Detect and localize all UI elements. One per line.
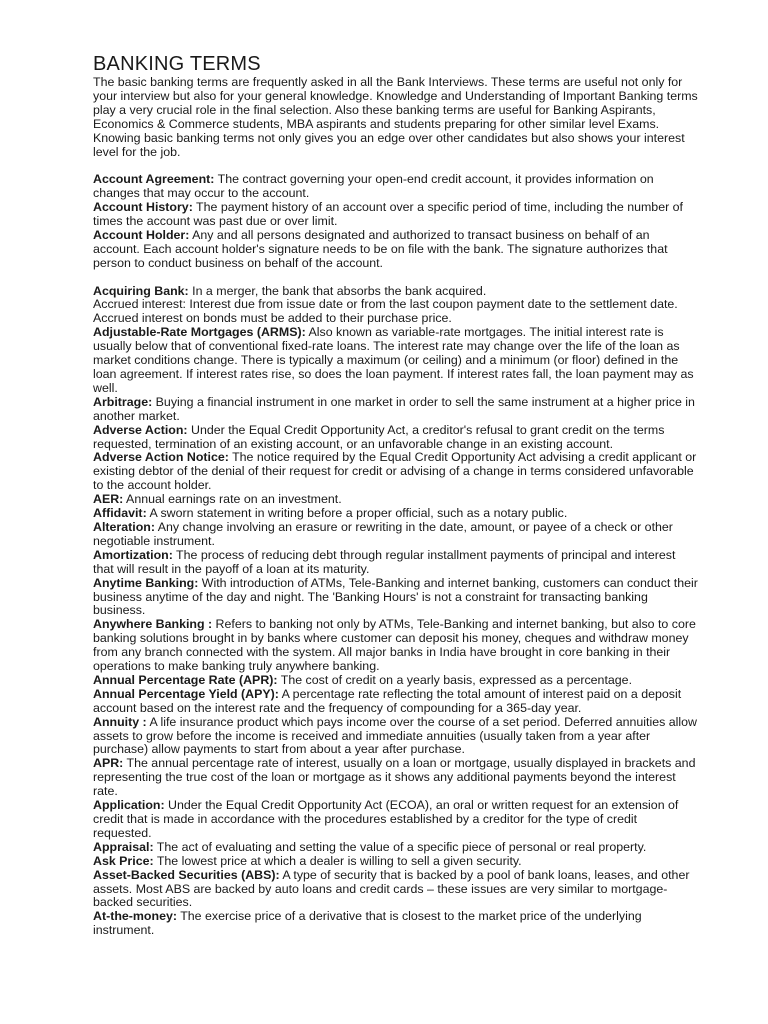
- term-definition: The act of evaluating and setting the value of a specific piece of personal or real property.: [153, 839, 647, 854]
- term-label: Acquiring Bank:: [93, 283, 189, 298]
- term-entry: [93, 326, 698, 396]
- term-label: Account Agreement:: [93, 172, 215, 187]
- term-definition: Any change involving an erasure or rewriting in the date, amount, or payee of a check or other negotiable instrument.: [93, 519, 673, 548]
- intro-section: [93, 76, 698, 159]
- term-label: Annuity :: [93, 714, 147, 729]
- term-entry: [93, 841, 698, 855]
- term-entry: [93, 757, 698, 799]
- term-definition: Refers to banking not only by ATMs, Tele-Banking and internet banking, but also to core banking solutions brought in by banks where customer can deposit his money, cheques and withdraw money from any branch connected with the system. All major banks in India have brought in core banking in their operations to make banking truly anywhere banking.: [93, 617, 696, 674]
- term-label: Adverse Action Notice:: [93, 450, 229, 465]
- term-label: At-the-money:: [93, 909, 177, 924]
- term-definition: The annual percentage rate of interest, usually on a loan or mortgage, usually displayed in brackets and representing the true cost of the loan or mortgage as it shows any additional payments beyond the interest rate.: [93, 756, 696, 799]
- term-label: Annual Percentage Yield (APY):: [93, 686, 279, 701]
- term-definition: Under the Equal Credit Opportunity Act (ECOA), an oral or written request for an extension of credit that is made in accordance with the procedures established by a creditor for the type of credit requested.: [93, 798, 679, 840]
- term-definition: The process of reducing debt through regular installment payments of principal and interest that will result in the payoff of a loan at its maturity.: [93, 547, 676, 576]
- term-label: Appraisal:: [93, 839, 154, 854]
- term-entry: [93, 799, 698, 841]
- page-title: BANKING TERMS: [93, 53, 261, 75]
- terms-group-2: [93, 285, 698, 939]
- term-entry: [93, 577, 698, 619]
- term-label: APR:: [93, 756, 124, 771]
- term-label: Account Holder:: [93, 227, 190, 242]
- term-definition: The exercise price of a derivative that is closest to the market price of the underlying instrument.: [93, 909, 642, 938]
- term-entry: [93, 507, 698, 521]
- term-entry: [93, 855, 698, 869]
- term-definition: Also known as variable-rate mortgages. The initial interest rate is usually below that of conventional fixed-rate loans. The interest rate may change over the life of the loan as market conditions change. There is typically a maximum (or ceiling) and a minimum (or floor) defined in the loan agreement. If interest rates rise, so does the loan payment. If interest rates fall, the loan payment may as well.: [93, 325, 694, 395]
- intro-paragraph: The basic banking terms are frequently asked in all the Bank Interviews. These terms are useful not only for your interview but also for your general knowledge. Knowledge and Understanding of Important Banking terms play a very crucial role in the final selection. Also these banking terms are useful for Banking Aspirants, Economics & Commerce students, MBA aspirants and students preparing for other similar level Exams.: [93, 75, 698, 131]
- term-definition: A sworn statement in writing before a proper official, such as a notary public.: [146, 506, 568, 521]
- term-entry: [93, 396, 698, 424]
- term-definition: Buying a financial instrument in one market in order to sell the same instrument at a higher price in another market.: [93, 394, 695, 423]
- term-label: Arbitrage:: [93, 394, 153, 409]
- term-entry: [93, 285, 698, 299]
- term-label: Affidavit:: [93, 506, 147, 521]
- term-definition: The notice required by the Equal Credit Opportunity Act advising a credit applicant or existing debtor of the denial of their request for credit or advising of a change in terms considered unfavorable to the account holder.: [93, 450, 697, 493]
- term-entry: [93, 201, 698, 229]
- term-label: Asset-Backed Securities (ABS):: [93, 867, 280, 882]
- term-label: Application:: [93, 798, 165, 813]
- term-definition: Any and all persons designated and authorized to transact business on behalf of an account. Each account holder's signature needs to be on file with the bank. The signature authorizes that person to conduct business on behalf of the account.: [93, 227, 668, 270]
- term-label: Adverse Action:: [93, 422, 188, 437]
- term-definition: A percentage rate reflecting the total amount of interest paid on a deposit account based on the interest rate and the frequency of compounding for a 365-day year.: [93, 686, 682, 715]
- term-entry: [93, 716, 698, 758]
- term-definition: A type of security that is backed by a pool of bank loans, leases, and other assets. Most ABS are backed by auto loans and credit cards – these issues are very similar to mortgage-backed securities.: [93, 867, 690, 910]
- term-label: Anytime Banking:: [93, 575, 199, 590]
- terms-group-1: [93, 173, 698, 270]
- term-definition: A life insurance product which pays income over the course of a set period. Deferred annuities allow assets to grow before the income is received and immediate annuities (usually taken from a year after purchase) allow payments to start from about a year after purchase.: [93, 714, 697, 757]
- term-entry: [93, 618, 698, 674]
- term-entry: [93, 910, 698, 938]
- term-entry: [93, 869, 698, 911]
- term-definition: The contract governing your open-end credit account, it provides information on changes that may occur to the account.: [93, 172, 654, 201]
- paragraph-gap: [93, 271, 698, 285]
- term-definition: Annual earnings rate on an investment.: [123, 492, 342, 507]
- paragraph-gap: [93, 159, 698, 173]
- term-entry: [93, 674, 698, 688]
- term-entry: [93, 549, 698, 577]
- term-label: Ask Price:: [93, 853, 154, 868]
- term-definition: With introduction of ATMs, Tele-Banking and internet banking, customers can conduct their business anytime of the day and night. The 'Banking Hours' is not a constraint for transacting banking business.: [93, 575, 698, 618]
- term-definition: The payment history of an account over a specific period of time, including the number of times the account was past due or over limit.: [93, 200, 683, 229]
- term-entry: [93, 521, 698, 549]
- term-entry: [93, 173, 698, 201]
- term-label: Annual Percentage Rate (APR):: [93, 672, 278, 687]
- term-label: Anywhere Banking :: [93, 617, 213, 632]
- term-label: Alteration:: [93, 519, 155, 534]
- term-definition: Accrued interest: Interest due from issue date or from the last coupon payment date to the settlement date. Accrued interest on bonds must be added to their purchase price.: [93, 297, 678, 326]
- term-entry: [93, 424, 698, 452]
- document-page: [93, 52, 698, 938]
- term-entry: [93, 451, 698, 493]
- term-entry: [93, 298, 698, 326]
- intro-paragraph: Knowing basic banking terms not only gives you an edge over other candidates but also shows your interest level for the job.: [93, 130, 685, 159]
- term-definition: The lowest price at which a dealer is willing to sell a given security.: [153, 853, 522, 868]
- term-entry: [93, 493, 698, 507]
- term-label: Adjustable-Rate Mortgages (ARMS):: [93, 325, 306, 340]
- term-label: Account History:: [93, 200, 193, 215]
- term-entry: [93, 688, 698, 716]
- term-definition: The cost of credit on a yearly basis, expressed as a percentage.: [277, 672, 633, 687]
- term-definition: Under the Equal Credit Opportunity Act, a creditor's refusal to grant credit on the terms requested, termination of an existing account, or an unfavorable change in an existing account.: [93, 422, 665, 451]
- term-label: Amortization:: [93, 547, 173, 562]
- term-entry: [93, 229, 698, 271]
- term-label: AER:: [93, 492, 124, 507]
- term-definition: In a merger, the bank that absorbs the bank acquired.: [188, 283, 487, 298]
